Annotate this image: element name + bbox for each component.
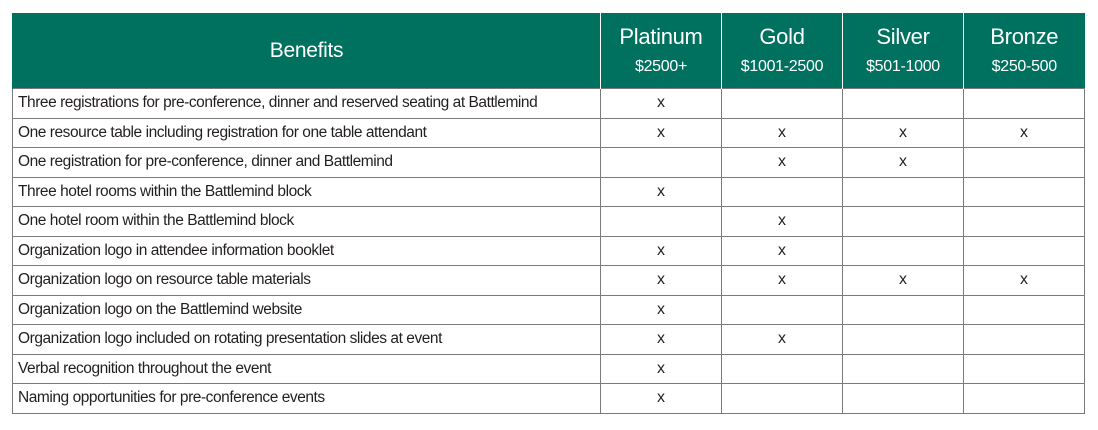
benefit-cell: One registration for pre-conference, dinner and Battlemind [13,148,601,178]
gold-mark-cell [722,354,843,384]
platinum-mark-cell: x [601,266,722,296]
gold-mark-cell: x [722,207,843,237]
benefit-cell: One resource table including registration for one table attendant [13,118,601,148]
header-tier-bronze [964,13,1085,89]
platinum-mark-cell [601,207,722,237]
tier-name: Gold [759,23,805,49]
silver-mark-cell [843,325,964,355]
platinum-mark-cell: x [601,325,722,355]
benefit-cell: Three hotel rooms within the Battlemind block [13,177,601,207]
table-row [13,384,1085,414]
sponsorship-benefits-table [12,13,1085,414]
benefit-cell: Organization logo in attendee information booklet [13,236,601,266]
bronze-mark-cell [964,148,1085,178]
table-row [13,207,1085,237]
gold-mark-cell [722,295,843,325]
gold-mark-cell [722,384,843,414]
silver-mark-cell [843,295,964,325]
benefit-cell: Organization logo on resource table materials [13,266,601,296]
benefit-cell: Naming opportunities for pre-conference events [13,384,601,414]
sponsorship-benefits-table-wrapper [12,13,1085,414]
platinum-mark-cell: x [601,384,722,414]
bronze-mark-cell [964,325,1085,355]
benefit-cell: Organization logo included on rotating presentation slides at event [13,325,601,355]
table-header [13,13,1085,89]
silver-mark-cell: x [843,118,964,148]
bronze-mark-cell: x [964,118,1085,148]
bronze-mark-cell [964,295,1085,325]
gold-mark-cell: x [722,236,843,266]
tier-range: $250-500 [991,57,1057,75]
platinum-mark-cell: x [601,236,722,266]
gold-mark-cell: x [722,325,843,355]
gold-mark-cell: x [722,148,843,178]
tier-range: $1001-2500 [740,57,824,75]
bronze-mark-cell: x [964,266,1085,296]
table-row [13,325,1085,355]
platinum-mark-cell: x [601,354,722,384]
bronze-mark-cell [964,236,1085,266]
tier-range: $501-1000 [866,57,940,75]
platinum-mark-cell: x [601,295,722,325]
platinum-mark-cell: x [601,118,722,148]
header-benefits-label: Benefits [269,38,344,62]
table-row [13,177,1085,207]
tier-name: Silver [876,23,930,49]
header-tier-silver [843,13,964,89]
table-body [13,89,1085,414]
silver-mark-cell [843,207,964,237]
tier-range: $2500+ [634,57,688,75]
platinum-mark-cell: x [601,177,722,207]
gold-mark-cell: x [722,266,843,296]
table-row [13,148,1085,178]
bronze-mark-cell [964,384,1085,414]
silver-mark-cell [843,236,964,266]
silver-mark-cell [843,384,964,414]
table-row [13,266,1085,296]
table-row [13,295,1085,325]
header-benefits [13,13,601,89]
silver-mark-cell [843,89,964,119]
bronze-mark-cell [964,89,1085,119]
bronze-mark-cell [964,354,1085,384]
silver-mark-cell [843,354,964,384]
table-row [13,89,1085,119]
header-tier-gold [722,13,843,89]
gold-mark-cell [722,89,843,119]
platinum-mark-cell: x [601,89,722,119]
gold-mark-cell: x [722,118,843,148]
bronze-mark-cell [964,177,1085,207]
silver-mark-cell [843,177,964,207]
bronze-mark-cell [964,207,1085,237]
header-tier-platinum [601,13,722,89]
silver-mark-cell: x [843,266,964,296]
table-row [13,236,1085,266]
table-row [13,354,1085,384]
header-row [13,13,1085,89]
gold-mark-cell [722,177,843,207]
benefit-cell: One hotel room within the Battlemind block [13,207,601,237]
platinum-mark-cell [601,148,722,178]
silver-mark-cell: x [843,148,964,178]
tier-name: Platinum [619,23,703,49]
benefit-cell: Verbal recognition throughout the event [13,354,601,384]
benefit-cell: Organization logo on the Battlemind website [13,295,601,325]
benefit-cell: Three registrations for pre-conference, dinner and reserved seating at Battlemind [13,89,601,119]
tier-name: Bronze [990,23,1059,49]
table-row [13,118,1085,148]
